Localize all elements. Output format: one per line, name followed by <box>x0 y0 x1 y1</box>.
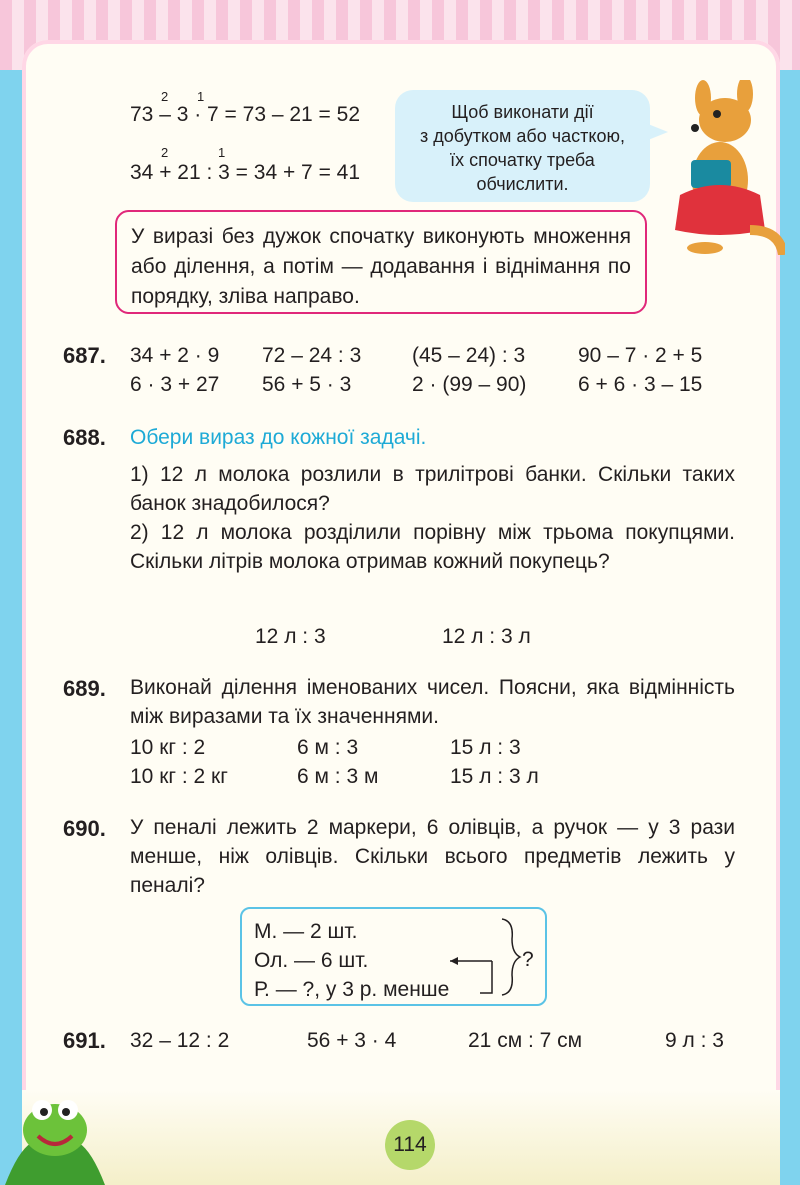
order-mark-2b: 1 <box>218 145 226 160</box>
order-mark-1a: 2 <box>161 89 169 104</box>
task-text: У пеналі лежить 2 маркери, 6 олівців, а ручок — у 3 рази менше, ніж олівців. Скільки всього предметів лежить у пеналі? <box>130 816 735 897</box>
expression: 2 · (99 – 90) <box>412 373 527 396</box>
expression: 21 см : 7 см <box>468 1029 583 1052</box>
order-mark-1b: 1 <box>197 89 205 104</box>
task-number-690: 690. <box>63 816 106 841</box>
answer-option-1: 12 л : 3 <box>255 625 326 648</box>
answer-option-2: 12 л : 3 л <box>442 625 531 648</box>
task-text: Виконай ділення іменованих чисел. Поясни, яка відмінність між виразами та їх значеннями. <box>130 676 735 728</box>
hint-line: з добутком або часткою, <box>420 126 625 146</box>
hint-bubble <box>395 90 650 202</box>
expression: 72 – 24 : 3 <box>262 344 362 367</box>
order-mark-2a: 2 <box>161 145 169 160</box>
expression: 15 л : 3 л <box>450 765 539 788</box>
expression: 32 – 12 : 2 <box>130 1029 230 1052</box>
expression: 6 + 6 · 3 – 15 <box>578 373 703 396</box>
problem-text-2: 2) 12 л молока розділили порівну між трьома покупцями. Скільки літрів молока отримав кожний покупець? <box>130 521 735 573</box>
hint-line: обчислити. <box>476 174 569 194</box>
schema-line-pens: Р. — ?, у 3 р. менше <box>254 978 450 1001</box>
expression: 9 л : 3 <box>665 1029 724 1052</box>
example-line-1-text: 73 – 3 · 7 = 73 – 21 = 52 <box>130 103 361 126</box>
expression: 6 м : 3 м <box>297 765 379 788</box>
expression: 15 л : 3 <box>450 736 521 759</box>
expression: 6 · 3 + 27 <box>130 373 220 396</box>
problem-text-1: 1) 12 л молока розлили в трилітрові банки. Скільки таких банок знадобилося? <box>130 463 735 515</box>
schema-line-markers: М. — 2 шт. <box>254 920 358 943</box>
kangaroo-illustration <box>655 80 785 255</box>
task-number-689: 689. <box>63 676 106 701</box>
rule-box <box>115 210 647 314</box>
task-instruction: Обери вираз до кожної задачі. <box>130 426 427 449</box>
expression: 10 кг : 2 кг <box>130 765 228 788</box>
expression: 6 м : 3 <box>297 736 359 759</box>
short-notation-box <box>240 907 547 1006</box>
expression: (45 – 24) : 3 <box>412 344 526 367</box>
task-number-691: 691. <box>63 1028 106 1053</box>
example-line-1 <box>130 104 360 125</box>
hint-line: Щоб виконати дії <box>451 102 594 122</box>
example-line-2-text: 34 + 21 : 3 = 34 + 7 = 41 <box>130 161 361 184</box>
expression: 56 + 3 · 4 <box>307 1029 397 1052</box>
expression: 10 кг : 2 <box>130 736 206 759</box>
hint-bubble-text <box>395 100 650 196</box>
expression: 56 + 5 · 3 <box>262 373 352 396</box>
frog-illustration <box>0 1060 110 1185</box>
page-number: 114 <box>385 1120 435 1170</box>
task-number-688: 688. <box>63 425 106 450</box>
expression: 90 – 7 · 2 + 5 <box>578 344 703 367</box>
rule-text: У виразі без дужок спочатку виконують множення або ділення, а потім — додавання і віднімання по порядку, зліва направо. <box>131 225 631 308</box>
task-number-687: 687. <box>63 343 106 368</box>
schema-line-pencils: Ол. — 6 шт. <box>254 949 369 972</box>
example-line-2 <box>130 162 360 183</box>
schema-question-mark: ? <box>522 948 534 971</box>
hint-line: їх спочатку треба <box>450 150 595 170</box>
expression: 34 + 2 · 9 <box>130 344 220 367</box>
